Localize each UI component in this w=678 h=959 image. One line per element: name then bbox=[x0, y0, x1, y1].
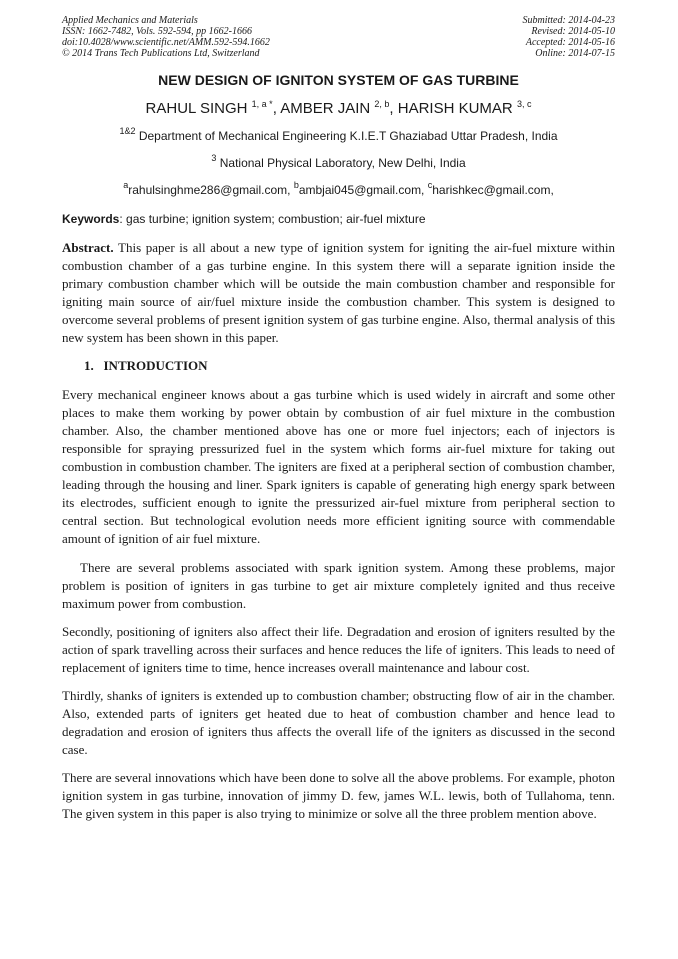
affiliation bbox=[62, 153, 615, 171]
body-paragraph: There are several problems associated with spark ignition system. Among these problems, major problem is position of igniters in gas turbine to get air mixture completely ignited and thus receive maximum power from combustion. bbox=[62, 560, 615, 611]
author-affiliation-marker: 3, c bbox=[516, 99, 532, 109]
author-separator: , bbox=[389, 100, 398, 117]
revised-date: Revised: 2014-05-10 bbox=[531, 26, 615, 37]
doi-line: doi:10.4028/www.scientific.net/AMM.592-594.1662 bbox=[62, 37, 270, 48]
body-paragraph: Secondly, positioning of igniters also affect their life. Degradation and erosion of igniters resulted by the action of spark travelling across their surfaces and hence reduces the life of igniters. This leads to need of replacement of igniters time to time, hence increases overall maintenance and labour cost. bbox=[62, 624, 615, 675]
abstract-label: Abstract. bbox=[62, 240, 114, 255]
keywords bbox=[62, 212, 615, 227]
section-number: 1. bbox=[84, 358, 94, 373]
keywords-text: : gas turbine; ignition system; combustion; air-fuel mixture bbox=[119, 212, 426, 226]
author-name: HARISH KUMAR bbox=[397, 100, 513, 117]
affiliation-text: National Physical Laboratory, New Delhi, India bbox=[216, 156, 466, 170]
abstract bbox=[62, 239, 615, 347]
journal-header bbox=[62, 15, 615, 59]
journal-name: Applied Mechanics and Materials bbox=[62, 15, 198, 26]
submission-dates bbox=[523, 15, 616, 59]
publication-info bbox=[62, 15, 270, 59]
email-address: ambjai045@gmail.com, bbox=[298, 183, 428, 197]
email-marker: b bbox=[293, 180, 299, 190]
online-date: Online: 2014-07-15 bbox=[535, 48, 615, 59]
paper-page bbox=[62, 15, 615, 823]
affiliation-text: Department of Mechanical Engineering K.I.E.T Ghaziabad Uttar Pradesh, India bbox=[135, 129, 558, 143]
copyright-line: © 2014 Trans Tech Publications Ltd, Switzerland bbox=[62, 48, 260, 59]
keywords-label: Keywords bbox=[62, 212, 120, 226]
author-affiliation-marker: 1, a * bbox=[251, 99, 273, 109]
affiliation-marker: 3 bbox=[211, 153, 217, 163]
submitted-date: Submitted: 2014-04-23 bbox=[522, 15, 615, 26]
paper-title: NEW DESIGN OF IGNITON SYSTEM OF GAS TURBINE bbox=[158, 72, 519, 88]
issn-line: ISSN: 1662-7482, Vols. 592-594, pp 1662-1666 bbox=[62, 26, 252, 37]
email-marker: a bbox=[123, 180, 129, 190]
abstract-text: This paper is all about a new type of ignition system for igniting the air-fuel mixture within combustion chamber of a gas turbine engine. In this system there will a separate ignition inside the primary combustion chamber which will be outside the main combustion chamber and responsible for igniting main source of air/fuel mixture inside the combustion chamber. This system is designed to overcome several problems of present ignition system of gas turbine engine. Also, thermal analysis of this new system has been shown in this paper. bbox=[62, 240, 615, 345]
author-name: AMBER JAIN bbox=[280, 100, 371, 117]
author-name: RAHUL SINGH bbox=[145, 100, 248, 117]
body-paragraph: There are several innovations which have been done to solve all the above problems. For example, photon ignition system in gas turbine, innovation of jimmy D. few, james W.L. lewis, both of Tullahoma, tenn. The given system in this paper is also trying to minimize or solve all the three problem mention above. bbox=[62, 770, 615, 821]
email-marker: c bbox=[427, 180, 433, 190]
section-heading bbox=[84, 357, 615, 375]
author-emails bbox=[62, 180, 615, 198]
author-separator: , bbox=[272, 100, 281, 117]
body-paragraph: Thirdly, shanks of igniters is extended up to combustion chamber; obstructing flow of air in the chamber. Also, extended parts of igniters get heated due to heat of combustion chamber and hence lead to degradation and erosion of igniters thus affects the overall life of the igniters as discussed in the second case. bbox=[62, 688, 615, 757]
author-affiliation-marker: 2, b bbox=[374, 99, 390, 109]
author-list bbox=[62, 99, 615, 119]
accepted-date: Accepted: 2014-05-16 bbox=[525, 37, 615, 48]
affiliation-marker: 1&2 bbox=[119, 126, 136, 136]
affiliation bbox=[62, 126, 615, 144]
email-address: harishkec@gmail.com, bbox=[432, 183, 554, 197]
section-title: INTRODUCTION bbox=[103, 358, 208, 373]
email-address: rahulsinghme286@gmail.com, bbox=[128, 183, 294, 197]
body-paragraph: Every mechanical engineer knows about a gas turbine which is used widely in aircraft and some other places to make them working by power obtain by combustion of air fuel mixture in the combustion chamber. Also, the chamber mentioned above has one or more fuel injectors; each of injectors is responsible for spraying pressurized fuel in the system which forms air-fuel mixture for taking out combustion in combustion chamber. The igniters are fixed at a peripheral section of combustion chamber, leading through the housing and liner. Spark igniters is capable of generating high energy spark between its electrodes, sufficient enough to ignite the pressurized air-fuel mixture from peripheral section to central section. But technological evolution needs more efficient igniting source with commendable amount of ignition of air fuel mixture. bbox=[62, 387, 615, 546]
